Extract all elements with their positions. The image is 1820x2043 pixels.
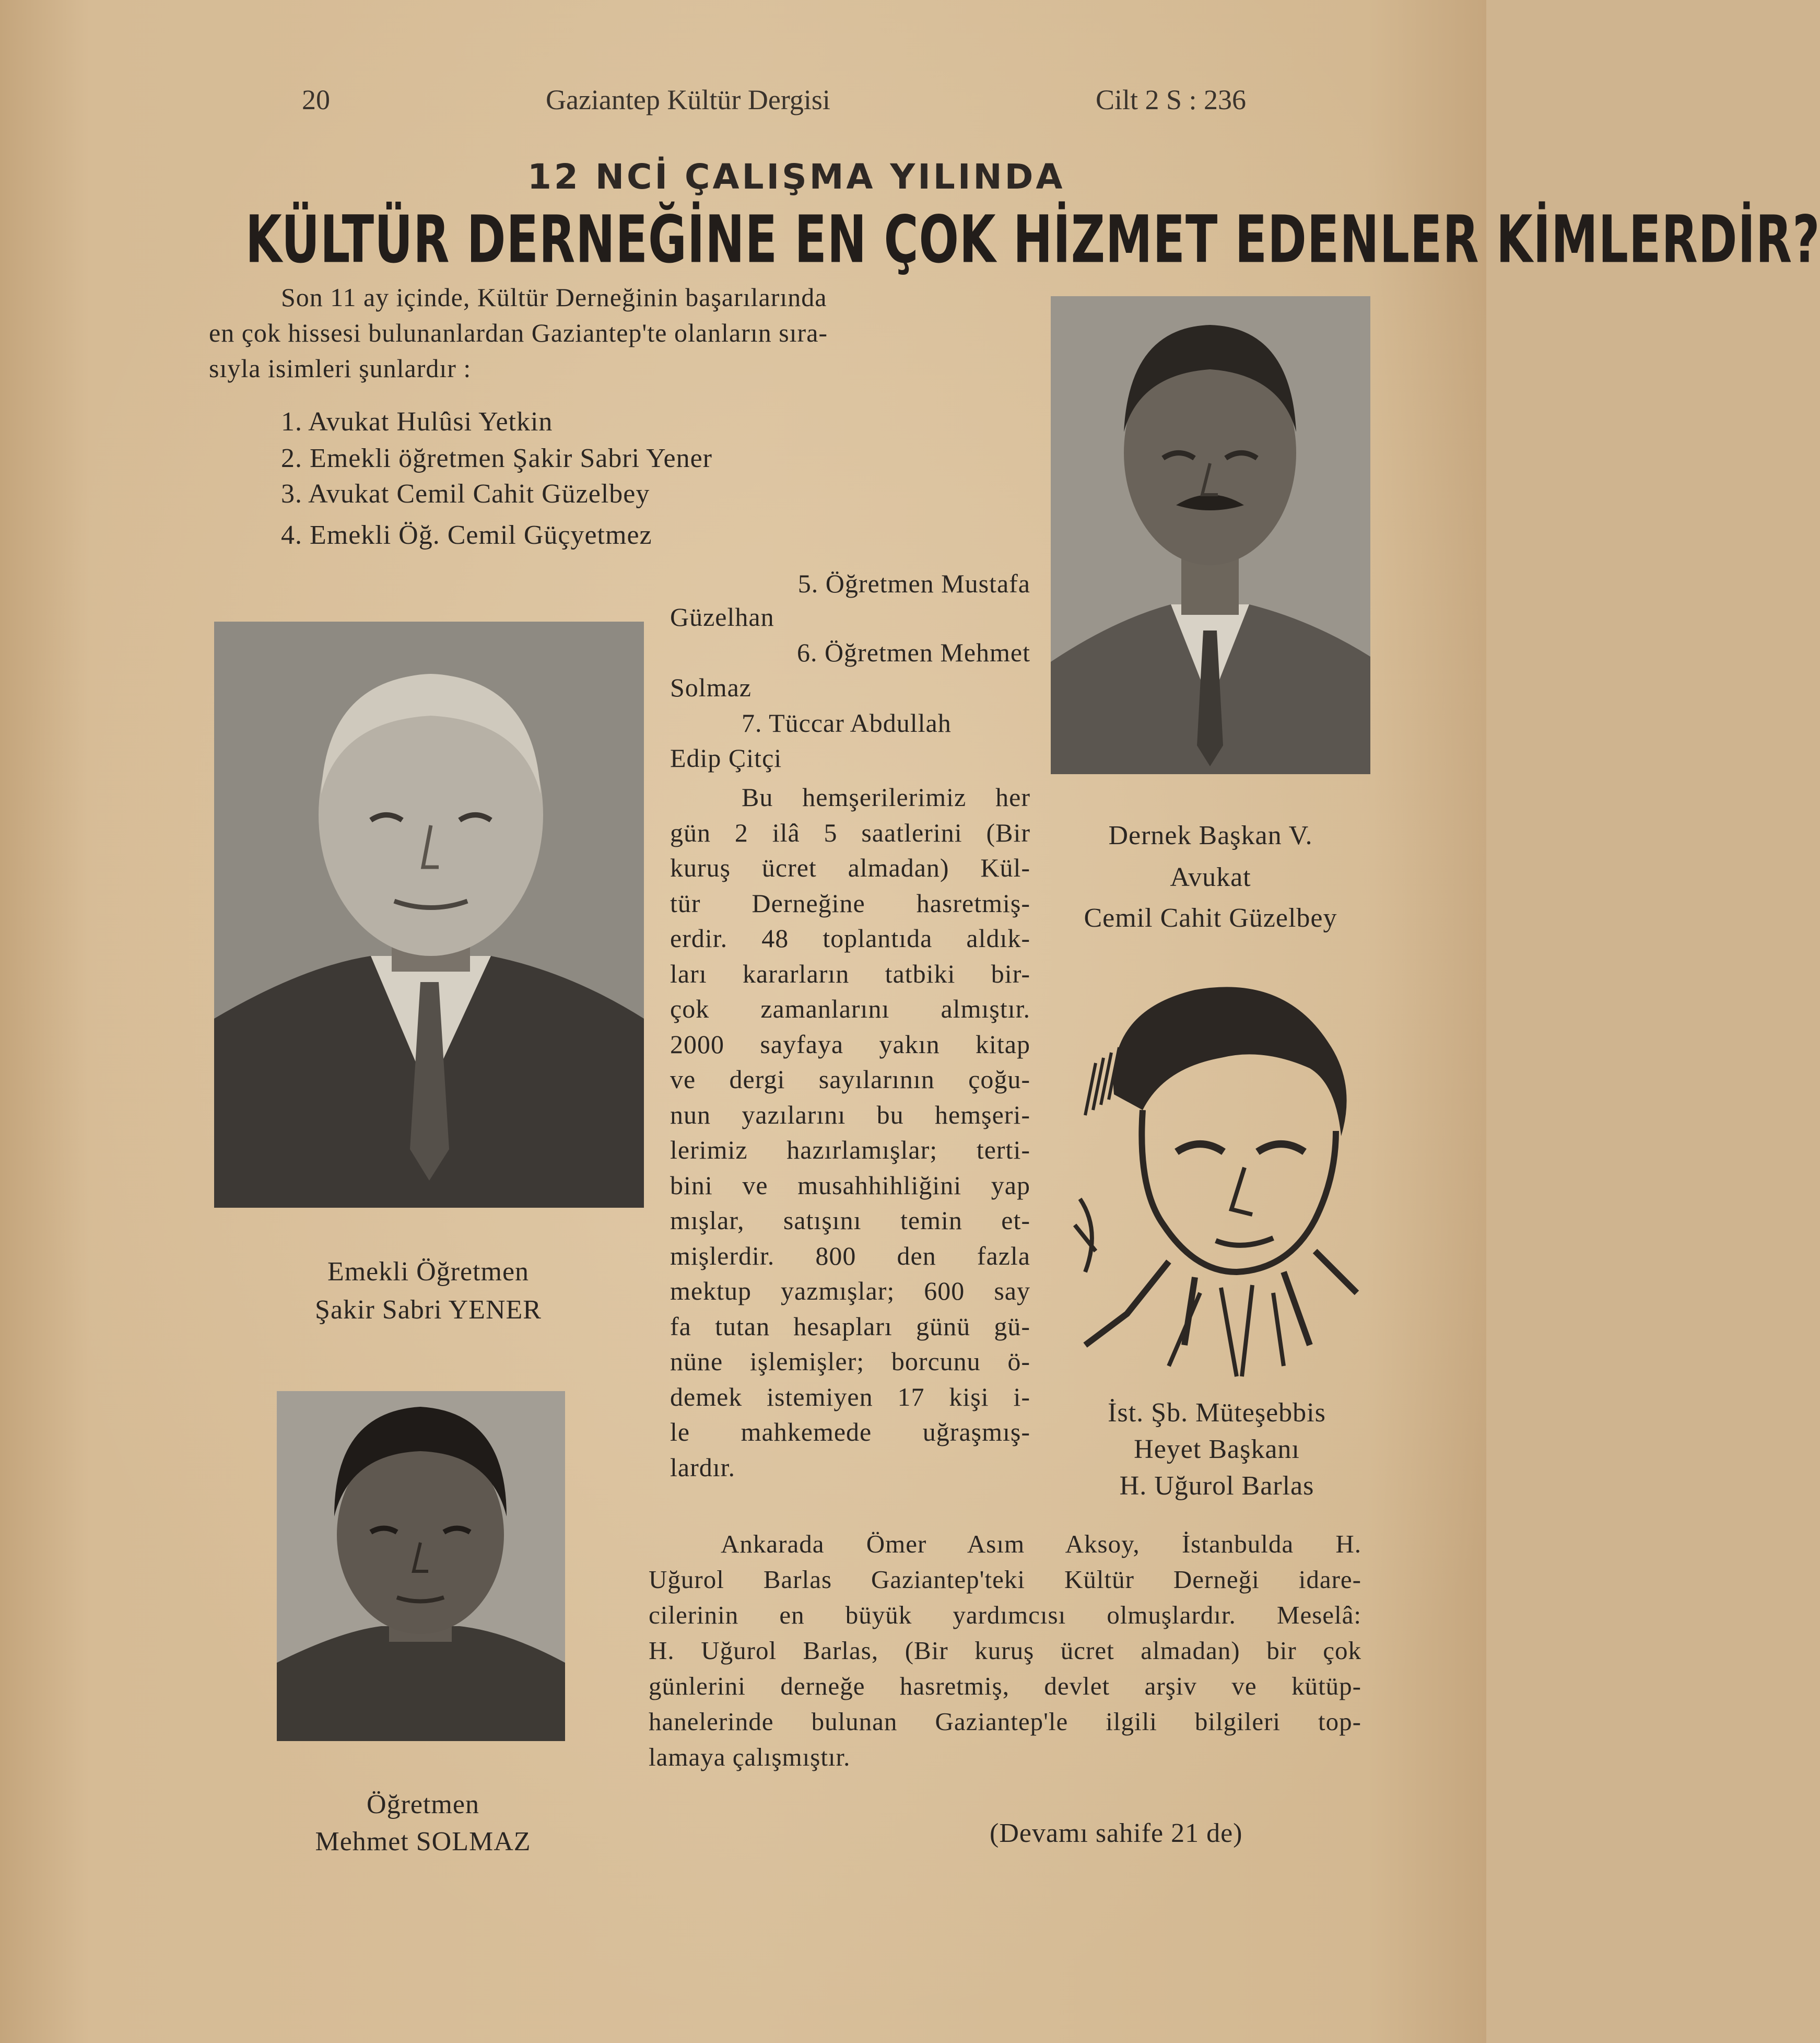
photo-caption-line: Cemil Cahit Güzelbey	[1084, 903, 1337, 933]
photo-sakir-sabri-yener	[214, 622, 644, 1208]
photo-caption-line: Şakir Sabri YENER	[315, 1295, 542, 1325]
column-line: nun yazılarını bu hemşeri-	[670, 1100, 1030, 1129]
body-line: H. Uğurol Barlas, (Bir kuruş ücret almadan) bir çok	[649, 1636, 1361, 1665]
photo-caption-line: Emekli Öğretmen	[327, 1257, 530, 1287]
column-line: erdir. 48 toplantıda aldık-	[670, 924, 1030, 953]
list-item: 1. Avukat Hulûsi Yetkin	[281, 407, 553, 437]
column-line: Güzelhan	[670, 602, 774, 632]
column-line: 6. Öğretmen Mehmet	[796, 638, 1030, 667]
column-line: mektup yazmışlar; 600 say	[670, 1276, 1030, 1305]
column-line: mışlar, satışını temin et-	[670, 1206, 1030, 1235]
photo-caption-line: Dernek Başkan V.	[1108, 821, 1313, 850]
photo-caption-line: Öğretmen	[367, 1790, 479, 1819]
column-line: 2000 sayfaya yakın kitap	[670, 1030, 1030, 1059]
column-line: lardır.	[670, 1453, 736, 1482]
article-headline: KÜLTÜR DERNEĞİNE EN ÇOK HİZMET EDENLER KİMLERDİR?	[245, 201, 1820, 278]
intro-line: en çok hissesi bulunanlardan Gaziantep'te olanların sıra-	[209, 318, 828, 347]
photo-caption-line: Mehmet SOLMAZ	[315, 1827, 531, 1857]
column-line: ları kararların tatbiki bir-	[670, 959, 1030, 988]
sketch-caption-line: H. Uğurol Barlas	[1119, 1471, 1314, 1501]
body-line: günlerini derneğe hasretmiş, devlet arşiv ve kütüp-	[649, 1672, 1361, 1700]
sketch-caption-line: Heyet Başkanı	[1134, 1434, 1300, 1464]
column-line: nüne işlemişler; borcunu ö-	[670, 1347, 1030, 1376]
sketch-caption-line: İst. Şb. Müteşebbis	[1108, 1398, 1326, 1428]
body-line: Uğurol Barlas Gaziantep'teki Kültür Derneği idare-	[649, 1565, 1361, 1594]
body-line: cilerinin en büyük yardımcısı olmuşlardır. Meselâ:	[649, 1601, 1361, 1629]
body-line: hanelerinde bulunan Gaziantep'le ilgili bilgileri top-	[649, 1707, 1361, 1736]
column-line: mişlerdir. 800 den fazla	[670, 1241, 1030, 1270]
column-line: çok zamanlarını almıştır.	[670, 994, 1030, 1023]
column-line: 7. Tüccar Abdullah	[742, 708, 952, 738]
column-line: bini ve musahhihliğini yap	[670, 1171, 1030, 1200]
list-item: 3. Avukat Cemil Cahit Güzelbey	[281, 479, 650, 509]
continued-notice: (Devamı sahife 21 de)	[990, 1818, 1243, 1848]
column-line: ve dergi sayılarının çoğu-	[670, 1065, 1030, 1094]
photo-caption-line: Avukat	[1170, 862, 1251, 892]
page-number: 20	[302, 84, 330, 115]
list-item: 4. Emekli Öğ. Cemil Güçyetmez	[281, 520, 652, 550]
intro-line: Son 11 ay içinde, Kültür Derneğinin başarılarında	[281, 283, 827, 312]
column-line: 5. Öğretmen Mustafa	[797, 569, 1030, 598]
column-line: lerimiz hazırlamışlar; terti-	[670, 1135, 1030, 1164]
column-line: demek istemiyen 17 kişi i-	[670, 1382, 1030, 1411]
column-line: Bu hemşerilerimiz her	[742, 783, 1030, 812]
body-line: lamaya çalışmıştır.	[649, 1743, 851, 1771]
intro-line: sıyla isimleri şunlardır :	[209, 354, 472, 383]
column-line: kuruş ücret almadan) Kül-	[670, 853, 1030, 882]
photo-mehmet-solmaz	[277, 1391, 565, 1741]
volume-info: Cilt 2 S : 236	[1096, 84, 1247, 115]
list-item: 2. Emekli öğretmen Şakir Sabri Yener	[281, 443, 712, 473]
column-line: Edip Çitçi	[670, 743, 782, 773]
body-line: Ankarada Ömer Asım Aksoy, İstanbulda H.	[721, 1530, 1361, 1558]
column-line: fa tutan hesapları günü gü-	[670, 1312, 1030, 1341]
column-line: Solmaz	[670, 673, 752, 702]
column-line: tür Derneğine hasretmiş-	[670, 889, 1030, 918]
journal-title: Gaziantep Kültür Dergisi	[546, 84, 830, 115]
column-line: le mahkemede uğraşmış-	[670, 1417, 1030, 1446]
sketch-ugurol-barlas	[1064, 979, 1367, 1376]
article-kicker: 12 NCİ ÇALIŞMA YILINDA	[527, 157, 1065, 197]
column-line: gün 2 ilâ 5 saatlerini (Bir	[670, 818, 1030, 847]
photo-cemil-cahit-guzelbey	[1051, 296, 1370, 774]
